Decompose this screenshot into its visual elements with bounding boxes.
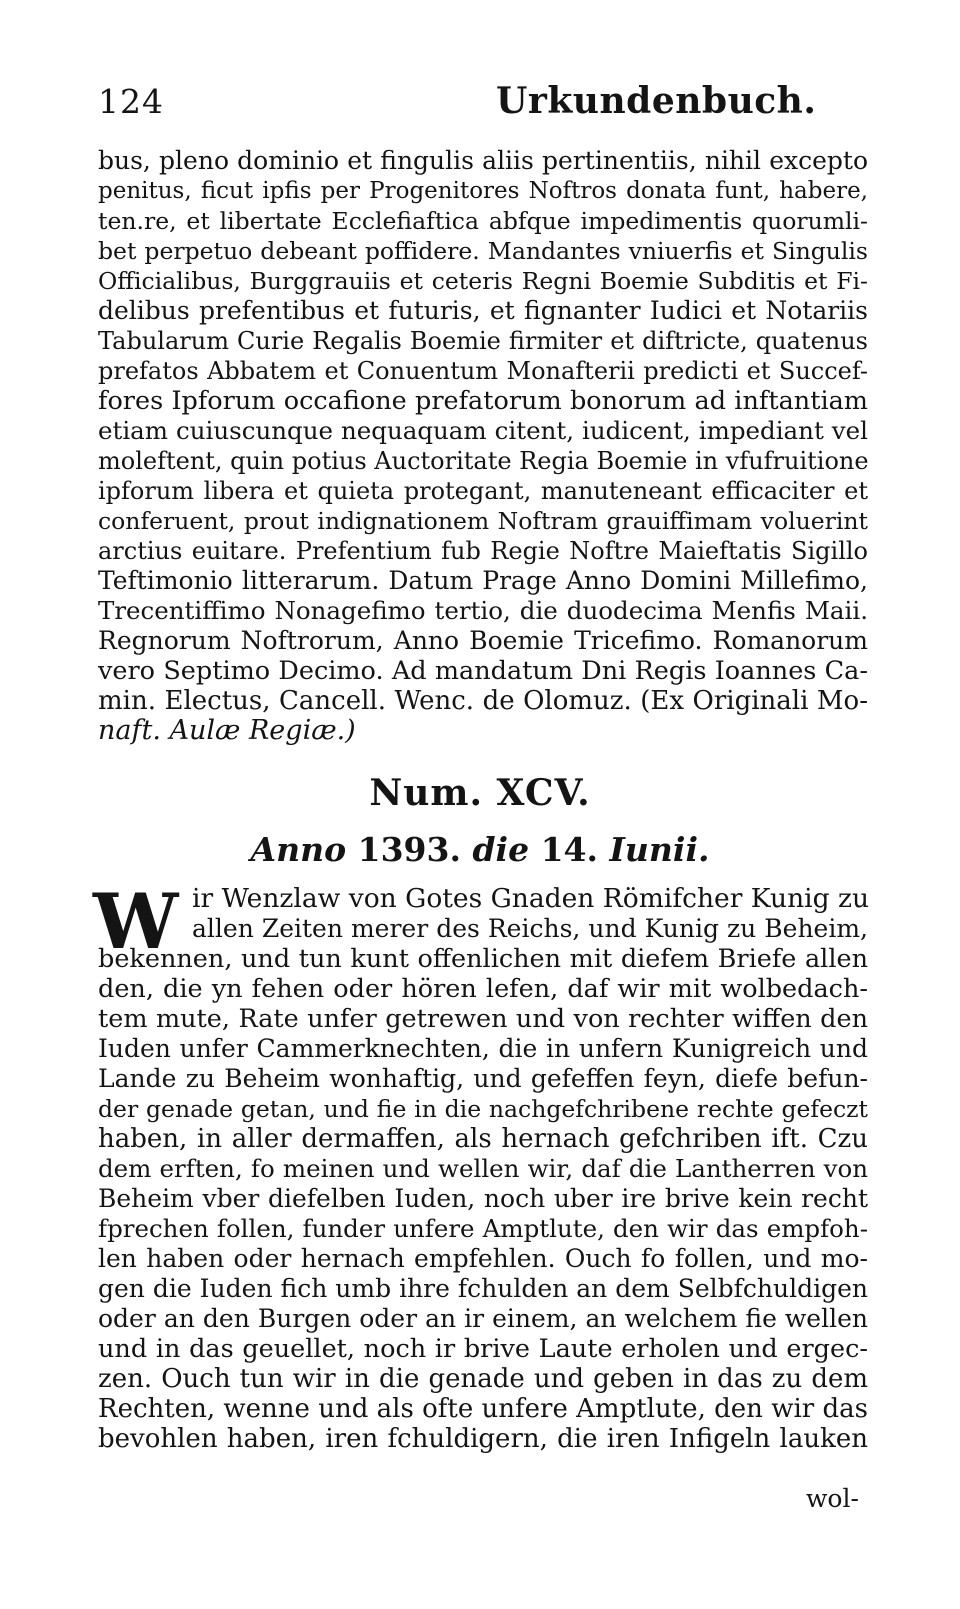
text-line: Lande zu Beheim wonhaftig, und gefeffen feyn, diefe befun- <box>98 1064 868 1093</box>
text-line: ir Wenzlaw von Gotes Gnaden Römifcher Kunig zu <box>192 883 870 914</box>
text-line: vero Septimo Decimo. Ad mandatum Dni Regis Ioannes Ca- <box>98 656 868 686</box>
text-line: bus, pleno dominio et fingulis aliis pertinentiis, nihil excepto <box>98 146 868 175</box>
text-line: bevohlen haben, iren fchuldigern, die iren Infigeln lauken <box>98 1424 868 1454</box>
text-line: min. Electus, Cancell. Wenc. de Olomuz. (Ex Originali Mo- <box>98 686 868 716</box>
text-line: Beheim vber diefelben Iuden, noch uber ire brive kein recht <box>98 1184 868 1213</box>
text-line: fores Ipforum occafione prefatorum bonorum ad inftantiam <box>98 386 868 416</box>
date-prefix: Anno <box>250 830 347 869</box>
text-line: allen Zeiten merer des Reichs, und Kunig zu Beheim, <box>192 914 868 943</box>
text-line: den, die yn fehen oder hören lefen, daf wir mit wolbedach- <box>98 974 868 1004</box>
date-year: 1393. <box>357 830 461 869</box>
text-line: Rechten, wenne und als ofte unfere Amptlute, den wir das <box>98 1394 868 1424</box>
date-mid: die <box>472 830 530 869</box>
page-header <box>96 82 866 132</box>
text-line: ten.re, et libertate Ecclefiaftica abfque impedimentis quorumli- <box>98 207 868 235</box>
text-line: arctius euitare. Prefentium fub Regie Noftre Maieftatis Sigillo <box>98 537 868 565</box>
text-line: zen. Ouch tun wir in die genade und geben in das zu dem <box>98 1364 868 1394</box>
running-head: Urkundenbuch. <box>496 80 817 122</box>
text-line: gen die Iuden fich umb ihre fchulden an dem Selbfchuldigen <box>98 1274 868 1303</box>
text-line: moleftent, quin potius Auctoritate Regia Boemie in vfufruitione <box>98 447 869 475</box>
date-day: 14. <box>540 830 598 869</box>
text-line: len haben oder hernach empfehlen. Ouch fo follen, und mo- <box>98 1244 868 1273</box>
text-line: Iuden unfer Cammerknechten, die in unfern Kunigreich und <box>98 1034 868 1063</box>
text-line: bet perpetuo debeant poffidere. Mandantes vniuerfis et Singulis <box>98 237 868 265</box>
text-line-final: naft. Aulæ Regiæ.) <box>98 715 356 746</box>
section-title: Num. XCV. <box>369 772 591 814</box>
text-line: Teftimonio litterarum. Datum Prage Anno Domini Millefimo, <box>98 566 868 595</box>
text-line: oder an den Burgen oder an ir einem, an welchem fie wellen <box>98 1304 868 1333</box>
text-line: dem erften, fo meinen und wellen wir, daf die Lantherren von <box>98 1154 868 1183</box>
text-line: der genade getan, und fie in die nachgefchribene rechte gefeczt <box>98 1095 868 1123</box>
text-line: conferuent, prout indignationem Noftram grauiffimam voluerint <box>98 507 868 535</box>
text-line: fprechen follen, funder unfere Amptlute, den wir das empfoh- <box>98 1214 868 1243</box>
drop-cap: W <box>93 877 179 966</box>
text-line: und in das geuellet, noch ir brive Laute erholen und ergec- <box>98 1334 868 1364</box>
text-line: bekennen, und tun kunt offenlichen mit diefem Briefe allen <box>98 944 868 974</box>
text-line: delibus prefentibus et futuris, et fignanter Iudici et Notariis <box>98 296 868 325</box>
catchword: wol- <box>806 1484 859 1513</box>
text-line: Tabularum Curie Regalis Boemie firmiter et diftricte, quatenus <box>98 327 868 355</box>
text-line: penitus, ficut ipfis per Progenitores Noftros donata funt, habere, <box>98 178 868 204</box>
text-line: prefatos Abbatem et Conuentum Monafterii predicti et Succef- <box>98 357 868 385</box>
text-line: haben, in aller dermaffen, als hernach gefchriben ift. Czu <box>98 1124 868 1154</box>
text-line: etiam cuiuscunque nequaquam citent, iudicent, impediant vel <box>98 416 868 445</box>
page-number: 124 <box>98 82 164 121</box>
text-line: Officialibus, Burggrauiis et ceteris Regni Boemie Subditis et Fi- <box>98 267 868 295</box>
section-date <box>0 830 960 869</box>
text-line: ipforum libera et quieta protegant, manuteneant efficaciter et <box>98 477 868 505</box>
text-line: Trecentiffimo Nonagefimo tertio, die duodecima Menfis Maii. <box>98 596 868 625</box>
text-line: tem mute, Rate unfer getrewen und von rechter wiffen den <box>98 1004 868 1034</box>
text-line: Regnorum Noftrorum, Anno Boemie Tricefimo. Romanorum <box>98 626 868 655</box>
date-month: Iunii. <box>609 830 710 869</box>
